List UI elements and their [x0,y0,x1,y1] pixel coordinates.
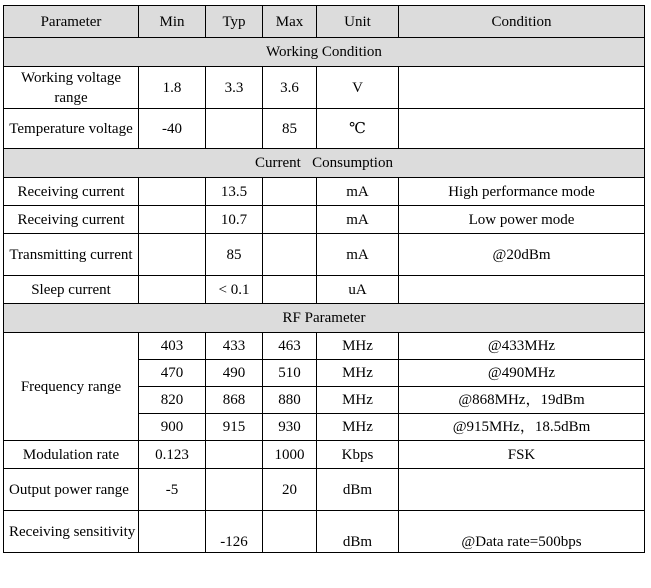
cell-typ: 85 [206,234,263,276]
cell-unit: mA [317,206,399,234]
cell-max [263,234,317,276]
table-row [4,333,645,360]
table-row [4,441,645,469]
cell-min [139,178,206,206]
cell-condition: High performance mode [399,178,645,206]
section-row [4,304,645,333]
section-current-consumption: Current Consumption [4,149,645,178]
cell-min: 403 [139,333,206,360]
cell-max: 880 [263,387,317,414]
cell-condition: @20dBm [399,234,645,276]
cell-max [263,206,317,234]
cell-min [139,511,206,553]
cell-condition: FSK [399,441,645,469]
cell-max: 510 [263,360,317,387]
cell-condition: @915MHz，18.5dBm [399,414,645,441]
cell-parameter: Output power range [4,469,139,511]
cell-unit: dBm [317,469,399,511]
cell-unit: Kbps [317,441,399,469]
cell-min: 900 [139,414,206,441]
cell-unit: ℃ [317,109,399,149]
cell-min [139,234,206,276]
header-row [4,6,645,38]
cell-condition [399,276,645,304]
cell-typ: < 0.1 [206,276,263,304]
header-min: Min [139,6,206,38]
table-row [4,206,645,234]
cell-max [263,178,317,206]
cell-unit: dBm [317,511,399,553]
cell-min: -40 [139,109,206,149]
table-row [4,178,645,206]
cell-typ: 433 [206,333,263,360]
cell-parameter: Receiving current [4,178,139,206]
cell-max: 463 [263,333,317,360]
cell-unit: mA [317,178,399,206]
cell-unit: mA [317,234,399,276]
cell-condition: Low power mode [399,206,645,234]
cell-max: 1000 [263,441,317,469]
cell-unit: MHz [317,387,399,414]
cell-typ: 490 [206,360,263,387]
header-condition: Condition [399,6,645,38]
cell-condition: @433MHz [399,333,645,360]
cell-parameter: Transmitting current [4,234,139,276]
cell-unit: MHz [317,414,399,441]
cell-max: 930 [263,414,317,441]
table-row [4,469,645,511]
cell-condition [399,469,645,511]
section-row [4,149,645,178]
cell-min: 0.123 [139,441,206,469]
cell-min: 470 [139,360,206,387]
cell-parameter: Sleep current [4,276,139,304]
cell-min: -5 [139,469,206,511]
header-max: Max [263,6,317,38]
cell-typ [206,109,263,149]
cell-min: 1.8 [139,67,206,109]
header-unit: Unit [317,6,399,38]
header-typ: Typ [206,6,263,38]
cell-typ: 10.7 [206,206,263,234]
cell-condition [399,109,645,149]
cell-condition: @868MHz，19dBm [399,387,645,414]
cell-typ [206,469,263,511]
cell-max: 3.6 [263,67,317,109]
table-row [4,109,645,149]
cell-parameter: Modulation rate [4,441,139,469]
cell-parameter: Temperature voltage [4,109,139,149]
cell-unit: MHz [317,333,399,360]
cell-unit: MHz [317,360,399,387]
section-working-condition: Working Condition [4,38,645,67]
cell-min [139,276,206,304]
cell-condition: @490MHz [399,360,645,387]
cell-typ [206,441,263,469]
cell-typ: 868 [206,387,263,414]
cell-max: 85 [263,109,317,149]
cell-unit: V [317,67,399,109]
cell-parameter: Receiving current [4,206,139,234]
cell-typ: -126 [206,511,263,553]
cell-min [139,206,206,234]
cell-condition [399,67,645,109]
cell-condition: @Data rate=500bps [399,511,645,553]
cell-parameter: Working voltage range [4,67,139,109]
cell-max [263,276,317,304]
table-row [4,511,645,553]
table-row [4,276,645,304]
section-row [4,38,645,67]
cell-typ: 915 [206,414,263,441]
cell-typ: 3.3 [206,67,263,109]
header-parameter: Parameter [4,6,139,38]
cell-min: 820 [139,387,206,414]
section-rf-parameter: RF Parameter [4,304,645,333]
cell-parameter: Receiving sensitivity [4,511,139,553]
cell-max: 20 [263,469,317,511]
table-row [4,234,645,276]
table-row [4,67,645,109]
cell-typ: 13.5 [206,178,263,206]
cell-max [263,511,317,553]
cell-parameter-frequency-range: Frequency range [4,333,139,441]
cell-unit: uA [317,276,399,304]
spec-table [3,5,645,553]
